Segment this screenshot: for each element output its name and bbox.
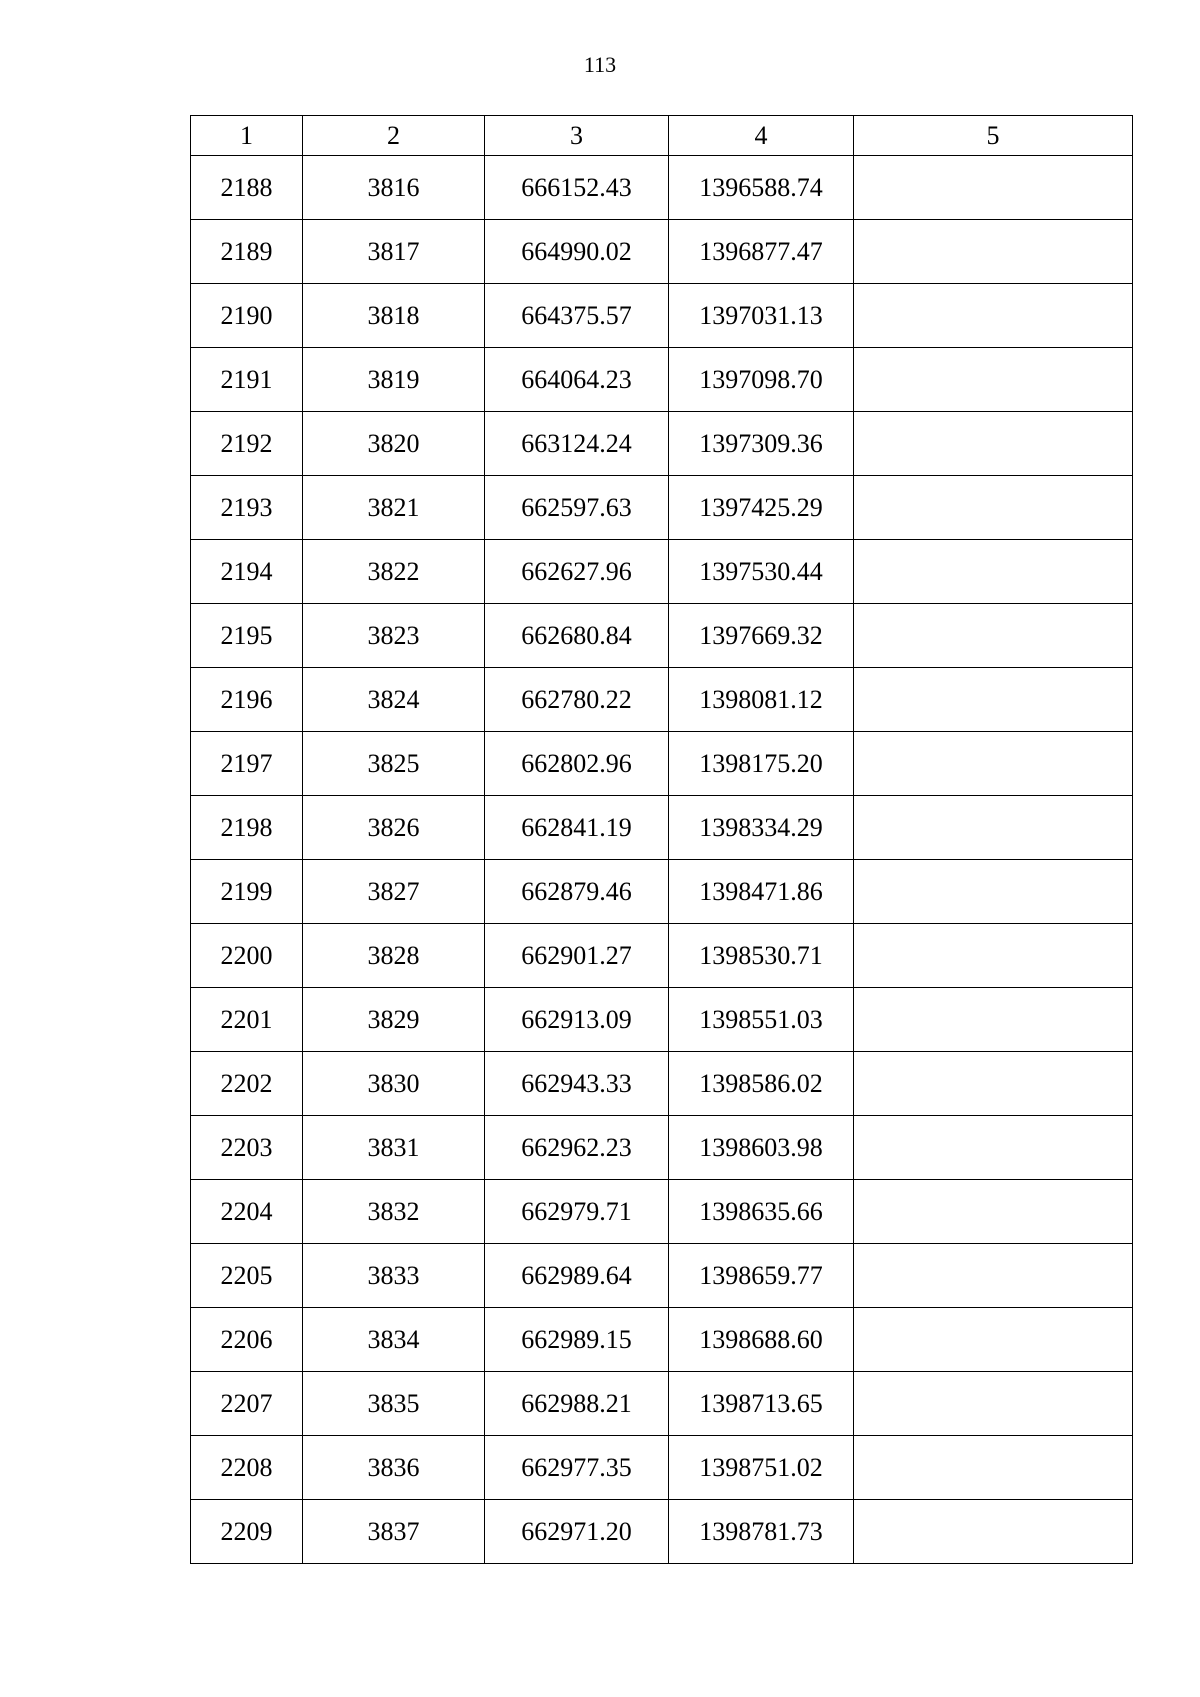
table-cell-col-5 <box>854 476 1133 540</box>
table-cell-col-3: 662901.27 <box>485 924 669 988</box>
table-cell-col-3: 662680.84 <box>485 604 669 668</box>
table-cell-col-1: 2195 <box>191 604 303 668</box>
table-cell-col-3: 662962.23 <box>485 1116 669 1180</box>
table-cell-col-5 <box>854 1308 1133 1372</box>
table-cell-col-3: 662780.22 <box>485 668 669 732</box>
table-cell-col-4: 1398081.12 <box>669 668 854 732</box>
table-cell-col-1: 2191 <box>191 348 303 412</box>
table-cell-col-1: 2196 <box>191 668 303 732</box>
table-row <box>191 1372 1133 1436</box>
table-cell-col-4: 1398751.02 <box>669 1436 854 1500</box>
table-cell-col-2: 3833 <box>303 1244 485 1308</box>
table-cell-col-2: 3816 <box>303 156 485 220</box>
table-cell-col-5 <box>854 284 1133 348</box>
table-cell-col-1: 2189 <box>191 220 303 284</box>
table-cell-col-4: 1397669.32 <box>669 604 854 668</box>
table-cell-col-3: 662989.15 <box>485 1308 669 1372</box>
table-cell-col-3: 662879.46 <box>485 860 669 924</box>
table-cell-col-2: 3824 <box>303 668 485 732</box>
table-cell-col-5 <box>854 412 1133 476</box>
table-cell-col-2: 3823 <box>303 604 485 668</box>
table-cell-col-3: 662943.33 <box>485 1052 669 1116</box>
table-cell-col-1: 2193 <box>191 476 303 540</box>
table-cell-col-4: 1398530.71 <box>669 924 854 988</box>
table-cell-col-3: 662627.96 <box>485 540 669 604</box>
table-cell-col-5 <box>854 1180 1133 1244</box>
table-cell-col-4: 1398603.98 <box>669 1116 854 1180</box>
table-row <box>191 604 1133 668</box>
table-row <box>191 1180 1133 1244</box>
table-cell-col-3: 666152.43 <box>485 156 669 220</box>
table-cell-col-4: 1398175.20 <box>669 732 854 796</box>
table-cell-col-2: 3835 <box>303 1372 485 1436</box>
table-cell-col-5 <box>854 1372 1133 1436</box>
column-header-1: 1 <box>191 116 303 156</box>
table-cell-col-2: 3825 <box>303 732 485 796</box>
column-header-4: 4 <box>669 116 854 156</box>
table-row <box>191 732 1133 796</box>
table-cell-col-5 <box>854 156 1133 220</box>
table-cell-col-5 <box>854 348 1133 412</box>
table-cell-col-2: 3820 <box>303 412 485 476</box>
table-cell-col-2: 3830 <box>303 1052 485 1116</box>
table-cell-col-5 <box>854 1244 1133 1308</box>
table-cell-col-2: 3831 <box>303 1116 485 1180</box>
coordinates-table <box>190 115 1133 1564</box>
column-header-3: 3 <box>485 116 669 156</box>
table-cell-col-5 <box>854 924 1133 988</box>
table-row <box>191 540 1133 604</box>
table-cell-col-1: 2200 <box>191 924 303 988</box>
table-cell-col-3: 662977.35 <box>485 1436 669 1500</box>
table-cell-col-2: 3832 <box>303 1180 485 1244</box>
table-cell-col-4: 1398713.65 <box>669 1372 854 1436</box>
column-header-5: 5 <box>854 116 1133 156</box>
table-row <box>191 668 1133 732</box>
table-cell-col-4: 1397098.70 <box>669 348 854 412</box>
table-cell-col-4: 1397530.44 <box>669 540 854 604</box>
table-cell-col-5 <box>854 860 1133 924</box>
table-cell-col-4: 1398586.02 <box>669 1052 854 1116</box>
table-cell-col-3: 662802.96 <box>485 732 669 796</box>
table-cell-col-3: 664990.02 <box>485 220 669 284</box>
table-cell-col-2: 3834 <box>303 1308 485 1372</box>
table-cell-col-5 <box>854 988 1133 1052</box>
table-row <box>191 1116 1133 1180</box>
table-cell-col-4: 1396588.74 <box>669 156 854 220</box>
table-row <box>191 1308 1133 1372</box>
table-cell-col-5 <box>854 668 1133 732</box>
table-cell-col-4: 1398688.60 <box>669 1308 854 1372</box>
table-cell-col-2: 3818 <box>303 284 485 348</box>
table-cell-col-1: 2208 <box>191 1436 303 1500</box>
table-cell-col-1: 2201 <box>191 988 303 1052</box>
table-row <box>191 220 1133 284</box>
table-cell-col-1: 2206 <box>191 1308 303 1372</box>
table-cell-col-5 <box>854 796 1133 860</box>
table-cell-col-5 <box>854 1500 1133 1564</box>
table-cell-col-2: 3819 <box>303 348 485 412</box>
table-cell-col-1: 2199 <box>191 860 303 924</box>
table-cell-col-5 <box>854 732 1133 796</box>
table-cell-col-3: 662979.71 <box>485 1180 669 1244</box>
table-cell-col-5 <box>854 220 1133 284</box>
table-cell-col-2: 3817 <box>303 220 485 284</box>
table-cell-col-2: 3836 <box>303 1436 485 1500</box>
table-cell-col-5 <box>854 540 1133 604</box>
table-row <box>191 1500 1133 1564</box>
table-cell-col-1: 2203 <box>191 1116 303 1180</box>
table-cell-col-2: 3829 <box>303 988 485 1052</box>
table-cell-col-5 <box>854 1116 1133 1180</box>
table-cell-col-1: 2204 <box>191 1180 303 1244</box>
table-cell-col-1: 2205 <box>191 1244 303 1308</box>
table-cell-col-3: 662971.20 <box>485 1500 669 1564</box>
table-row <box>191 1052 1133 1116</box>
table-cell-col-1: 2197 <box>191 732 303 796</box>
table-cell-col-1: 2188 <box>191 156 303 220</box>
table-cell-col-4: 1397031.13 <box>669 284 854 348</box>
table-cell-col-2: 3827 <box>303 860 485 924</box>
table-cell-col-4: 1398471.86 <box>669 860 854 924</box>
table-cell-col-3: 662913.09 <box>485 988 669 1052</box>
table-cell-col-4: 1397309.36 <box>669 412 854 476</box>
table-cell-col-4: 1397425.29 <box>669 476 854 540</box>
column-header-2: 2 <box>303 116 485 156</box>
table-cell-col-3: 662988.21 <box>485 1372 669 1436</box>
table-row <box>191 988 1133 1052</box>
table-cell-col-1: 2198 <box>191 796 303 860</box>
table-cell-col-5 <box>854 1436 1133 1500</box>
table-body <box>191 156 1133 1564</box>
page-number: 113 <box>583 52 617 77</box>
table-cell-col-2: 3822 <box>303 540 485 604</box>
table-row <box>191 1244 1133 1308</box>
table-header <box>191 116 1133 156</box>
table-cell-col-4: 1398635.66 <box>669 1180 854 1244</box>
table-row <box>191 924 1133 988</box>
table-row <box>191 1436 1133 1500</box>
table-row <box>191 156 1133 220</box>
table-cell-col-4: 1398659.77 <box>669 1244 854 1308</box>
table-row <box>191 412 1133 476</box>
table-cell-col-2: 3837 <box>303 1500 485 1564</box>
table-cell-col-1: 2194 <box>191 540 303 604</box>
table-cell-col-3: 663124.24 <box>485 412 669 476</box>
table-cell-col-5 <box>854 1052 1133 1116</box>
table-row <box>191 284 1133 348</box>
table-cell-col-3: 664375.57 <box>485 284 669 348</box>
table-cell-col-4: 1398551.03 <box>669 988 854 1052</box>
header-row <box>191 116 1133 156</box>
table-cell-col-3: 662841.19 <box>485 796 669 860</box>
table-cell-col-3: 662989.64 <box>485 1244 669 1308</box>
table-row <box>191 860 1133 924</box>
table-cell-col-5 <box>854 604 1133 668</box>
table-cell-col-2: 3821 <box>303 476 485 540</box>
table-cell-col-4: 1398781.73 <box>669 1500 854 1564</box>
table-row <box>191 348 1133 412</box>
table-cell-col-4: 1398334.29 <box>669 796 854 860</box>
table-row <box>191 476 1133 540</box>
table-row <box>191 796 1133 860</box>
table-cell-col-1: 2207 <box>191 1372 303 1436</box>
table-cell-col-3: 664064.23 <box>485 348 669 412</box>
table-cell-col-1: 2192 <box>191 412 303 476</box>
table-cell-col-2: 3826 <box>303 796 485 860</box>
table-cell-col-1: 2202 <box>191 1052 303 1116</box>
table-cell-col-2: 3828 <box>303 924 485 988</box>
table-cell-col-3: 662597.63 <box>485 476 669 540</box>
table-cell-col-4: 1396877.47 <box>669 220 854 284</box>
table-cell-col-1: 2209 <box>191 1500 303 1564</box>
table-cell-col-1: 2190 <box>191 284 303 348</box>
